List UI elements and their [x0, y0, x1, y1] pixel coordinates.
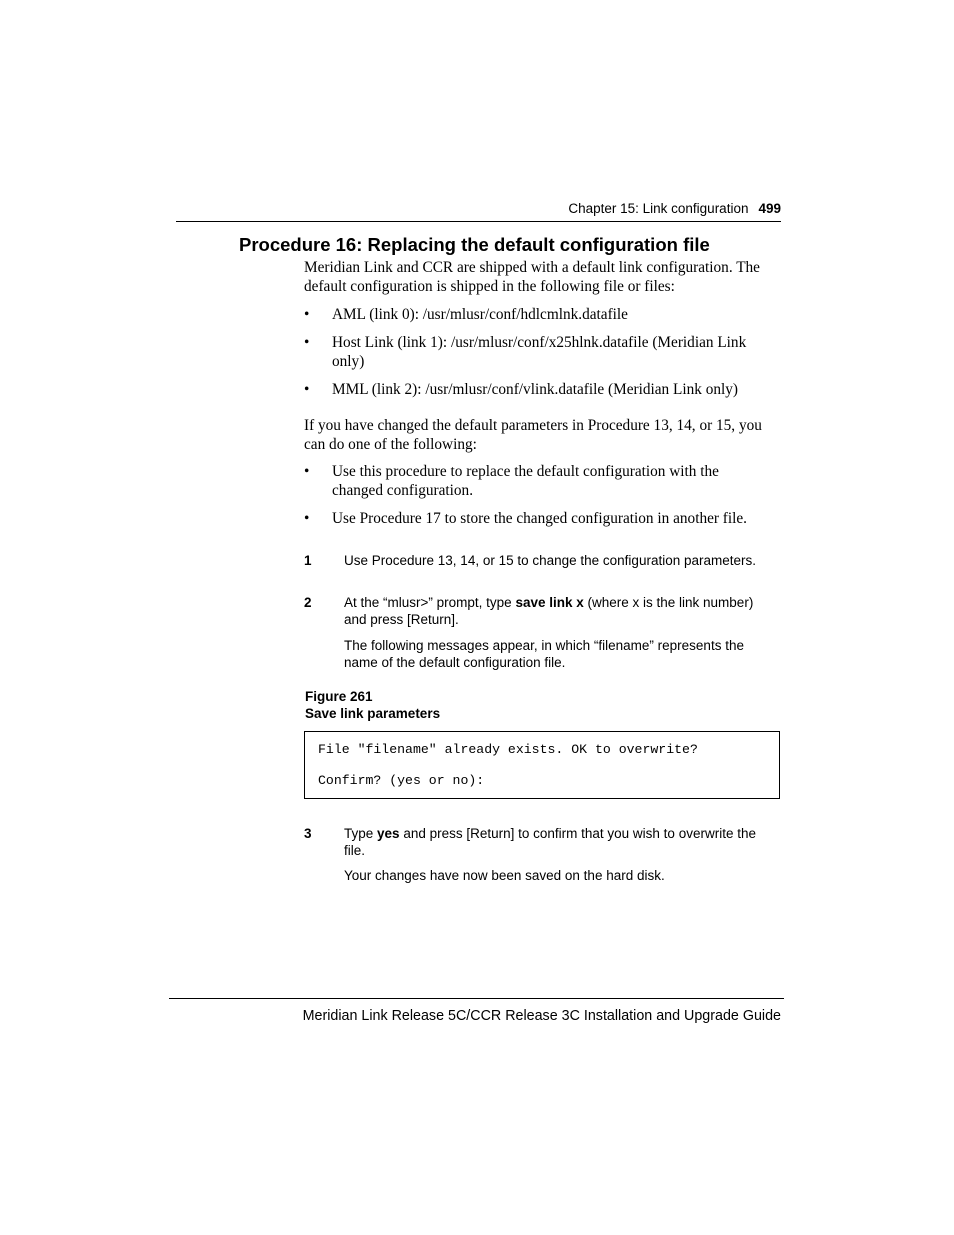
options-paragraph: If you have changed the default parameters in Procedure 13, 14, or 15, you can do one of the following: [304, 417, 762, 453]
figure-caption: Save link parameters [305, 706, 441, 721]
step-text: Use Procedure 13, 14, or 15 to change the configuration parameters. [344, 553, 757, 568]
code-line: Confirm? (yes or no): [318, 773, 485, 788]
footer-title: Meridian Link Release 5C/CCR Release 3C Installation and Upgrade Guide [302, 1008, 781, 1024]
step-note: Your changes have now been saved on the hard disk. [344, 868, 665, 883]
step-number: 1 [304, 553, 312, 568]
running-header [568, 201, 781, 216]
code-line: File "filename" already exists. OK to overwrite? [318, 742, 698, 757]
step-number: 3 [304, 826, 312, 841]
header-rule [176, 221, 781, 222]
step-note: The following messages appear, in which “filename” represents the name of the default configuration file. [344, 638, 744, 670]
bullet-icon: • [304, 381, 310, 398]
file-path-text: MML (link 2): /usr/mlusr/conf/vlink.datafile (Meridian Link only) [332, 381, 739, 398]
command-text: save link x [515, 595, 584, 610]
step-number: 2 [304, 595, 312, 610]
option-text: Use Procedure 17 to store the changed configuration in another file. [332, 510, 748, 527]
bullet-icon: • [304, 510, 310, 527]
step-text: Type yes and press [Return] to confirm that you wish to overwrite the file. [344, 826, 756, 858]
option-text: Use this procedure to replace the default configuration with the changed configuration. [332, 463, 719, 499]
footer-rule [169, 998, 784, 999]
bullet-icon: • [304, 334, 310, 351]
figure-number: Figure 261 [305, 689, 373, 704]
file-path-text: AML (link 0): /usr/mlusr/conf/hdlcmlnk.datafile [332, 306, 628, 323]
chapter-title: Chapter 15: Link configuration [568, 201, 749, 216]
bullet-icon: • [304, 306, 310, 323]
procedure-title: Procedure 16: Replacing the default configuration file [239, 234, 710, 255]
page-number: 499 [758, 201, 781, 216]
step-text: At the “mlusr>” prompt, type save link x (where x is the link number) and press [Return]. [344, 595, 754, 627]
bullet-icon: • [304, 463, 310, 480]
intro-paragraph: Meridian Link and CCR are shipped with a default link configuration. The default configuration is shipped in the following file or files: [304, 259, 760, 295]
command-text: yes [377, 826, 400, 841]
file-path-text: Host Link (link 1): /usr/mlusr/conf/x25hlnk.datafile (Meridian Link only) [332, 334, 747, 370]
figure-code-box [304, 731, 780, 799]
